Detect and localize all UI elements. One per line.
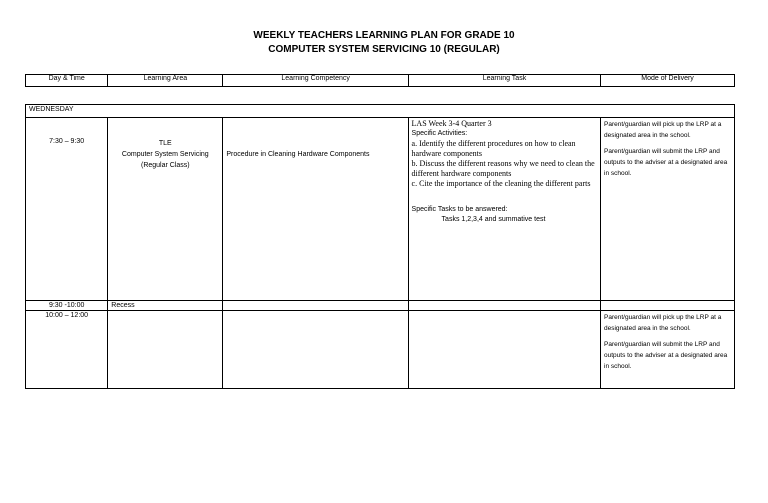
table-row [26, 118, 735, 301]
page-title-line1: WEEKLY TEACHERS LEARNING PLAN FOR GRADE 10 [253, 30, 515, 41]
empty-cell [601, 301, 735, 311]
header-mode-of-delivery: Mode of Delivery [601, 75, 735, 87]
delivery-note: Parent/guardian will submit the LRP and outputs to the adviser at a designated area in school. [604, 341, 728, 370]
empty-cell [223, 311, 408, 389]
task-heading: LAS Week 3-4 Quarter 3 [411, 119, 492, 128]
delivery-note: Parent/guardian will pick up the LRP at a designated area in the school. [604, 314, 722, 332]
area-line: (Regular Class) [140, 162, 190, 169]
learning-task-cell [408, 118, 600, 301]
competency-cell: Procedure in Cleaning Hardware Components [223, 118, 408, 301]
header-day-time: Day & Time [26, 75, 108, 87]
day-label: WEDNESDAY [26, 105, 735, 118]
delivery-cell [601, 311, 735, 389]
empty-cell [108, 311, 223, 389]
empty-cell [408, 301, 600, 311]
recess-cell: Recess [108, 301, 223, 311]
table-row [26, 311, 735, 389]
delivery-note: Parent/guardian will submit the LRP and outputs to the adviser at a designated area in school. [604, 148, 728, 177]
tasks-label: Specific Tasks to be answered: [411, 206, 508, 213]
header-learning-competency: Learning Competency [223, 75, 408, 87]
empty-cell [408, 311, 600, 389]
day-row [26, 105, 735, 118]
activity-item: a. Identify the different procedures on how to clean hardware components [411, 139, 576, 158]
area-line: Computer System Servicing [121, 151, 209, 158]
delivery-note: Parent/guardian will pick up the LRP at a designated area in the school. [604, 121, 722, 139]
activity-item: c. Cite the importance of the cleaning the different parts [411, 179, 591, 188]
tasks-value: Tasks 1,2,3,4 and summative test [441, 216, 546, 223]
delivery-cell [601, 118, 735, 301]
header-learning-area: Learning Area [108, 75, 223, 87]
time-cell: 9:30 -10:00 [26, 301, 108, 311]
header-row [26, 75, 735, 87]
area-line: TLE [158, 140, 172, 147]
task-subheading: Specific Activities: [411, 130, 468, 137]
plan-table [25, 104, 735, 389]
learning-area-cell [108, 118, 223, 301]
header-table [25, 74, 735, 87]
activity-item: b. Discuss the different reasons why we need to clean the different hardware components [411, 159, 595, 178]
empty-cell [223, 301, 408, 311]
header-learning-task: Learning Task [408, 75, 600, 87]
time-cell: 10:00 – 12:00 [26, 311, 108, 389]
time-cell: 7:30 – 9:30 [26, 118, 108, 301]
table-row [26, 301, 735, 311]
page-title-line2: COMPUTER SYSTEM SERVICING 10 (REGULAR) [268, 44, 500, 55]
